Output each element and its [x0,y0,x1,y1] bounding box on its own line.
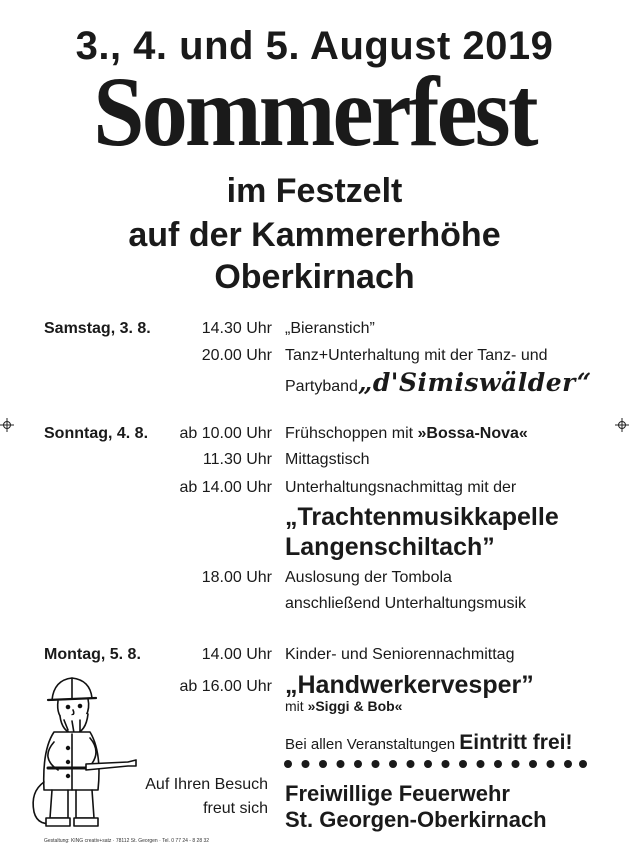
monday-time-2: ab 16.00 Uhr [179,678,272,695]
registration-mark-left-icon [0,418,14,432]
band-bossa-nova: »Bossa-Nova« [417,425,528,442]
main-title: Sommerfest [93,56,536,167]
monday-event-2-with [285,698,402,714]
monday-time-1: 14.00 Uhr [201,646,272,663]
saturday-event-2-continued [285,368,592,397]
monday-day-label: Montag, 5. 8. [44,646,141,663]
admission-free: Eintritt frei! [459,731,573,754]
sunday-event-1 [285,425,528,443]
sunday-time-4: 18.00 Uhr [201,569,272,586]
sunday-day-label: Sonntag, 4. 8. [44,425,149,442]
sunday-event-4-continued: anschließend Unterhaltungsmusik [285,595,527,612]
saturday-event-2: Tanz+Unterhaltung mit der Tanz- und [285,347,548,364]
organizer-line-2: St. Georgen-Oberkirnach [285,807,547,832]
sunday-time-1: ab 10.00 Uhr [179,425,272,442]
sunday-time-3: ab 14.00 Uhr [179,479,272,496]
footer-credit: Gestaltung: KING creativ+satz · 78112 St. Georgen · Tel. 0 77 24 - 8 28 32 [44,838,210,844]
sunday-event-2: Mittagstisch [285,451,370,468]
monday-event-2: „Handwerkervesper” [285,671,534,699]
sunday-event-4: Auslosung der Tombola [285,569,452,586]
fruehschoppen-label: Frühschoppen mit [285,425,418,442]
monday-event-1: Kinder- und Seniorennachmittag [285,646,515,663]
sunday-event-3: Unterhaltungsnachmittag mit der [285,479,517,496]
greeting-line-2: freut sich [203,800,268,817]
mit-label: mit [285,698,308,714]
saturday-time-1: 14.30 Uhr [201,320,272,337]
location-line-3: Oberkirnach [214,258,415,296]
band-langenschiltach: Langenschiltach” [285,533,495,561]
saturday-day-label: Samstag, 3. 8. [44,320,151,337]
location-line-2: auf der Kammererhöhe [128,216,501,254]
band-simiswaelder: „d'Simiswälder“ [357,368,592,397]
partyband-label: Partyband [285,378,358,395]
sunday-time-2: 11.30 Uhr [202,451,272,468]
greeting-line-1: Auf Ihren Besuch [145,776,268,793]
saturday-event-1: „Bieranstich” [285,320,375,337]
admission-prefix: Bei allen Veranstaltungen [285,736,460,753]
registration-mark-right-icon [615,418,629,432]
admission-line [285,731,572,755]
band-siggi-bob: »Siggi & Bob« [307,698,403,714]
date-heading: 3., 4. und 5. August 2019 [75,24,554,68]
organizer-line-1: Freiwillige Feuerwehr [285,781,510,806]
location-line-1: im Festzelt [226,172,403,210]
saturday-time-2: 20.00 Uhr [201,347,272,364]
band-trachtenmusikkapelle: „Trachtenmusikkapelle [285,503,559,531]
dotted-divider [283,757,588,771]
firefighter-illustration-icon [28,672,138,832]
